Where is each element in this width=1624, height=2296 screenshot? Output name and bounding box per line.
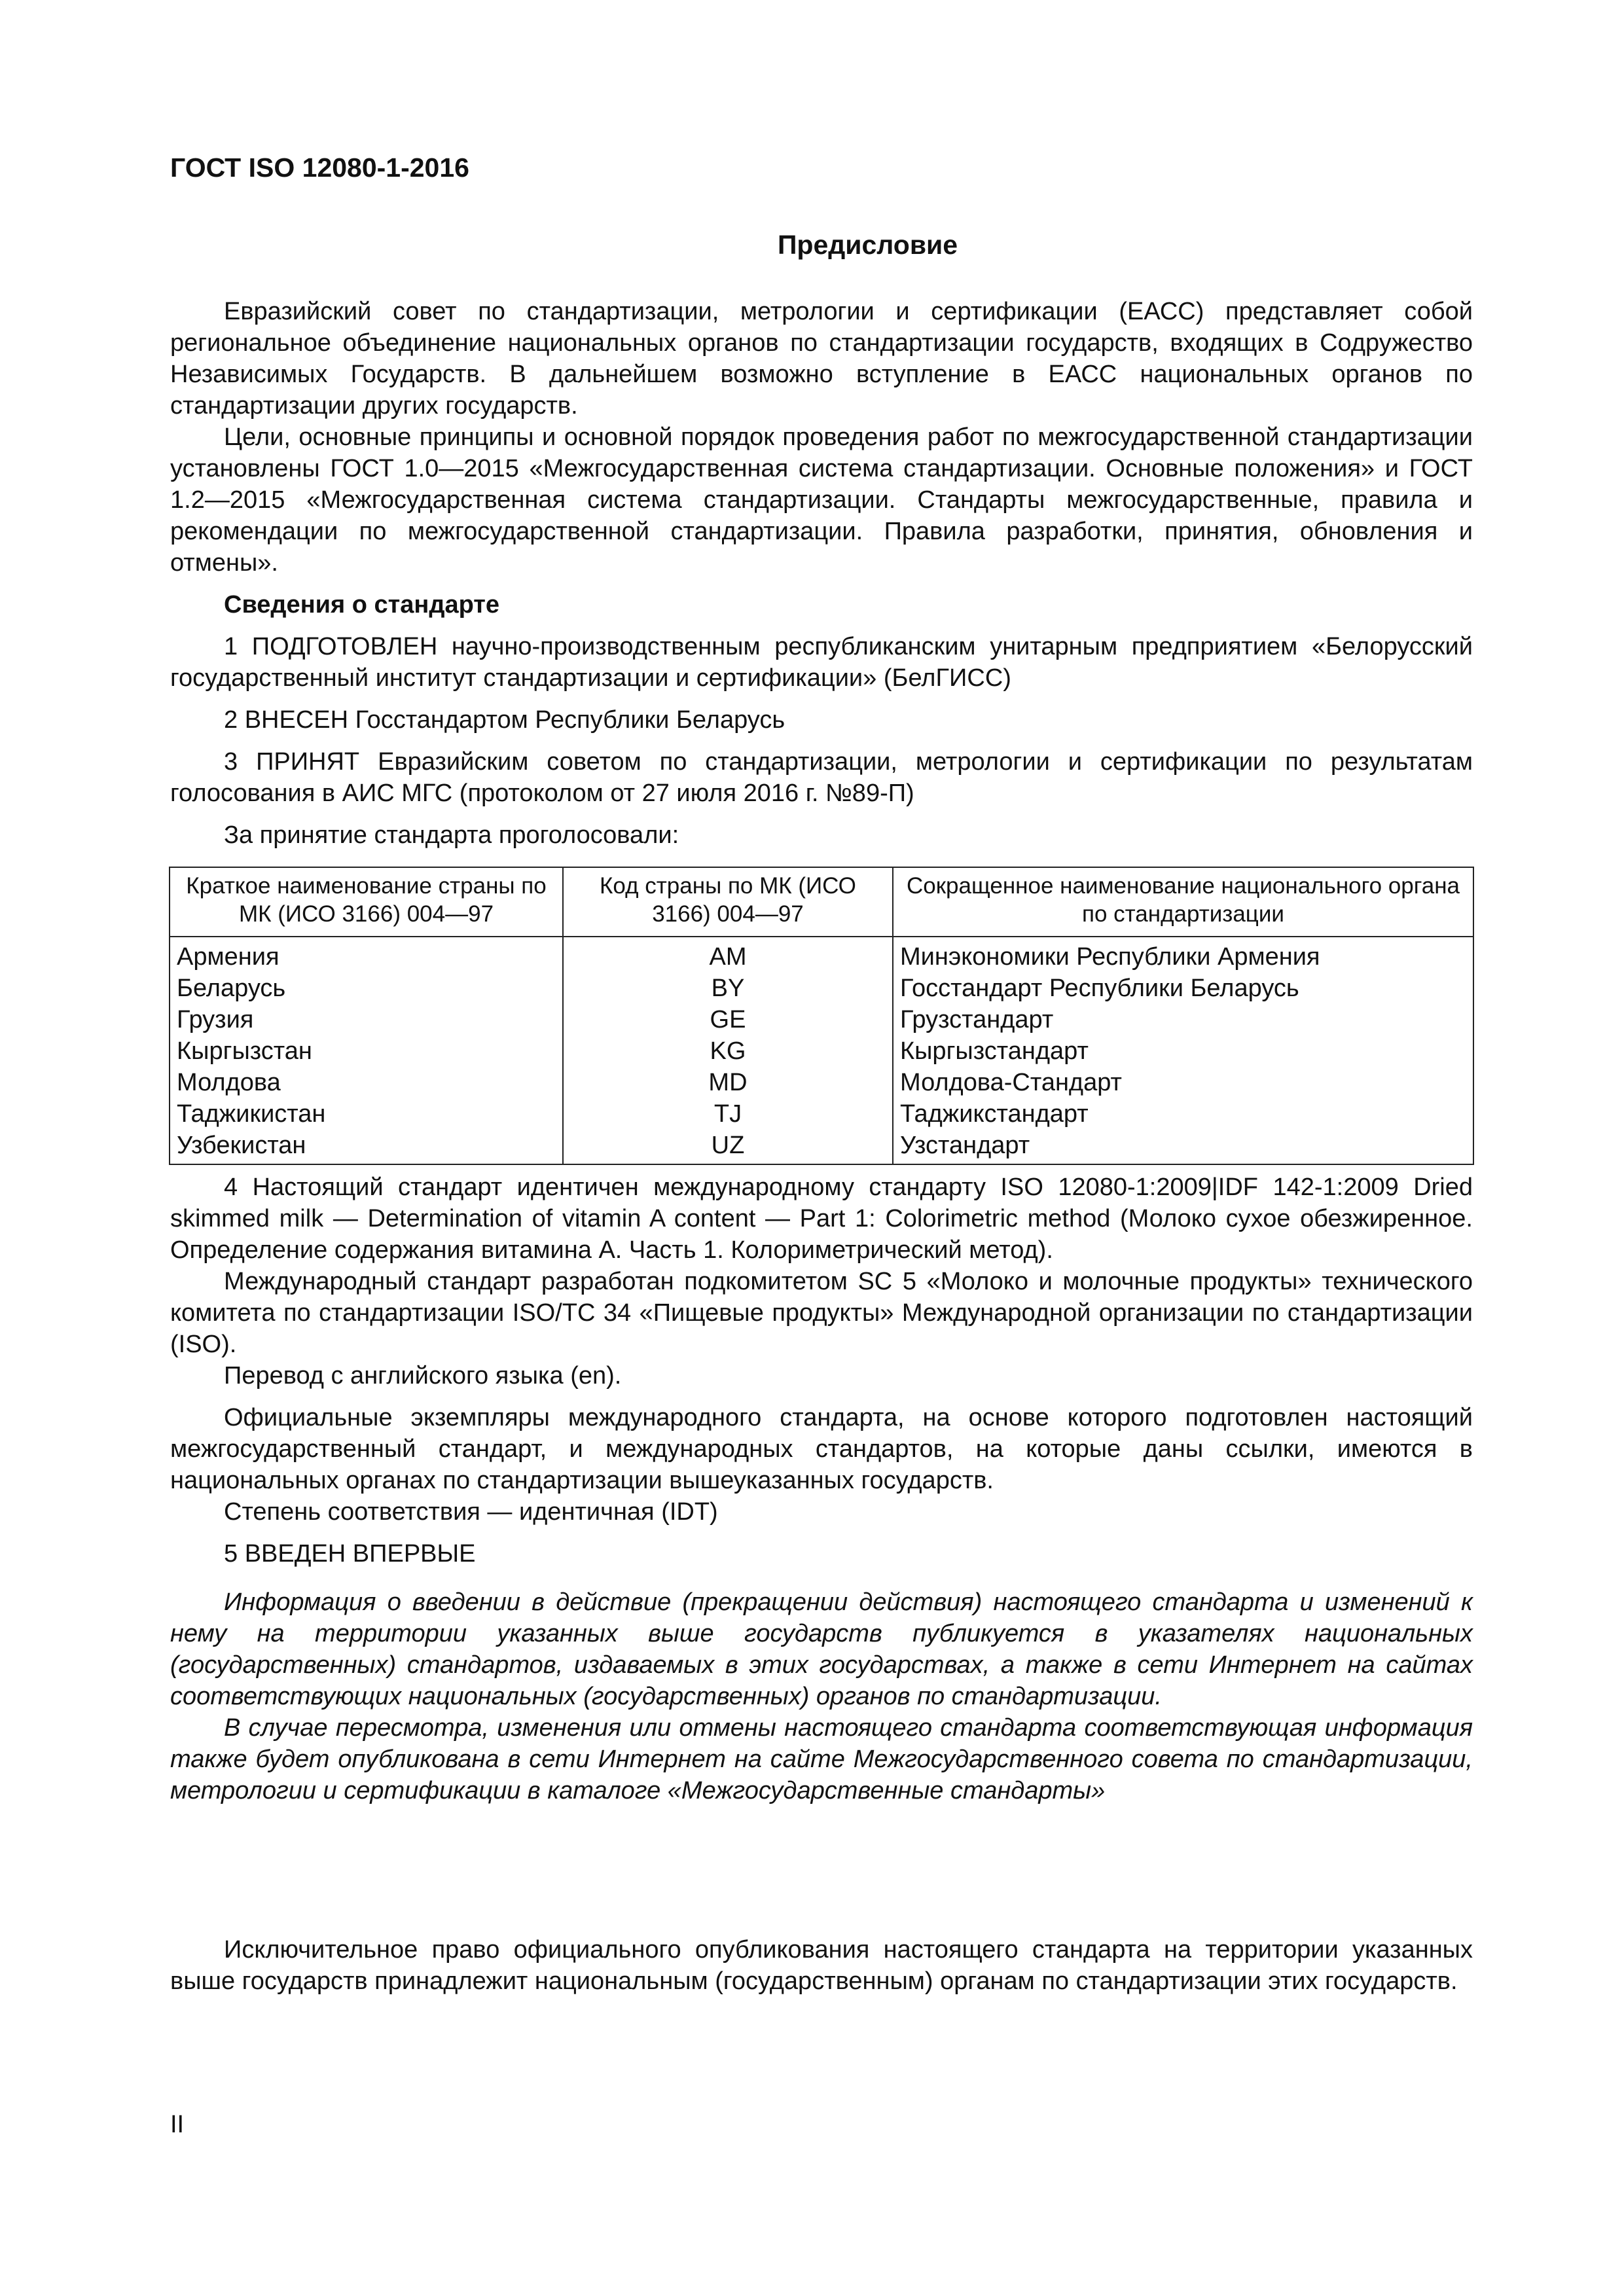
table-row (170, 1067, 1473, 1098)
table-cell-code: TJ (563, 1098, 893, 1130)
info-heading: Сведения о стандарте (224, 591, 500, 619)
table-cell-body: Кыргызстандарт (893, 1035, 1473, 1067)
table-cell-body: Минэкономики Республики Армения (893, 937, 1473, 973)
table-cell-body: Грузстандарт (893, 1004, 1473, 1035)
page-number: II (170, 2111, 185, 2138)
intro-paragraph-1: Евразийский совет по стандартизации, метрологии и сертификации (ЕАСС) представляет собой региональное объединение национальных органов по стандартизации государств, входящих в Содружество Независимых Государств. В дальнейшем возможно вступление в ЕАСС национальных органов по стандартизации других государств. (170, 298, 1473, 420)
item4-paragraph-2: Международный стандарт разработан подкомитетом SC 5 «Молоко и молочные продукты» технического комитета по стандартизации ISO/TC 34 «Пищевые продукты» Международной организации по стандартизации (ISO). (170, 1268, 1473, 1358)
table-cell-code: GE (563, 1004, 893, 1035)
table-row (170, 973, 1473, 1004)
table-cell-code: UZ (563, 1130, 893, 1164)
table-cell-country: Узбекистан (170, 1130, 563, 1164)
standard-details-block (170, 1172, 1473, 1806)
table-cell-country: Молдова (170, 1067, 563, 1098)
table-row (170, 1130, 1473, 1164)
item4-paragraph-4: Официальные экземпляры международного стандарта, на основе которого подготовлен настоящий межгосударственный стандарт, и международных стандартов, на которые даны ссылки, имеются в национальных органах по стандартизации вышеуказанных государств. (170, 1404, 1473, 1494)
table-cell-country: Кыргызстан (170, 1035, 563, 1067)
table-cell-country: Беларусь (170, 973, 563, 1004)
intro-block (170, 296, 1473, 851)
countries-table (169, 867, 1474, 1165)
item5-text: 5 ВВЕДЕН ВПЕРВЫЕ (224, 1540, 476, 1568)
item4-paragraph-1: 4 Настоящий стандарт идентичен международному стандарту ISO 12080-1:2009|IDF 142-1:2009 Dried skimmed milk — Determination of vitamin A content — Part 1: Colorimetric method (Молоко сухое обезжиренное. Определение содержания витамина А. Часть 1. Колориметрический метод). (170, 1174, 1473, 1264)
table-cell-body: Таджикстандарт (893, 1098, 1473, 1130)
section-title: Предисловие (777, 230, 958, 260)
table-cell-code: BY (563, 973, 893, 1004)
notice-paragraph-2: В случае пересмотра, изменения или отмены настоящего стандарта соответствующая информация также будет опубликована в сети Интернет на сайте Межгосударственного совета по стандартизации, метрологии и сертификации в каталоге «Межгосударственные стандарты» (170, 1714, 1473, 1804)
copyright-text: Исключительное право официального опубликования настоящего стандарта на территории указанных выше государств принадлежит национальным (государственным) органам по стандартизации этих государств. (170, 1936, 1473, 1995)
table-cell-body: Узстандарт (893, 1130, 1473, 1164)
table-cell-country: Таджикистан (170, 1098, 563, 1130)
table-row (170, 1004, 1473, 1035)
table-cell-body: Молдова-Стандарт (893, 1067, 1473, 1098)
table-cell-country: Армения (170, 937, 563, 973)
info-item-1: 1 ПОДГОТОВЛЕН научно-производственным республиканским унитарным предприятием «Белорусский государственный институт стандартизации и сертификации» (БелГИСС) (170, 633, 1473, 692)
table-header-country: Краткое наименование страны по МК (ИСО 3166) 004—97 (170, 867, 563, 937)
table-cell-body: Госстандарт Республики Беларусь (893, 973, 1473, 1004)
table-header-code: Код страны по МК (ИСО 3166) 004—97 (563, 867, 893, 937)
table-cell-code: AM (563, 937, 893, 973)
table-row (170, 1035, 1473, 1067)
table-header-body: Сокращенное наименование национального органа по стандартизации (893, 867, 1473, 937)
table-cell-country: Грузия (170, 1004, 563, 1035)
table-header-row (170, 867, 1473, 937)
vote-intro: За принятие стандарта проголосовали: (224, 821, 679, 849)
info-item-2: 2 ВНЕСЕН Госстандартом Республики Беларусь (224, 706, 785, 734)
document-header: ГОСТ ISO 12080-1-2016 (170, 152, 469, 183)
intro-paragraph-2: Цели, основные принципы и основной порядок проведения работ по межгосударственной стандартизации установлены ГОСТ 1.0—2015 «Межгосударственная система стандартизации. Основные положения» и ГОСТ 1.2—2015 «Межгосударственная система стандартизации. Стандарты межгосударственные, правила и рекомендации по межгосударственной стандартизации. Правила разработки, принятия, обновления и отмены». (170, 423, 1473, 577)
item4-paragraph-5: Степень соответствия — идентичная (IDT) (224, 1498, 718, 1526)
info-item-3: 3 ПРИНЯТ Евразийским советом по стандартизации, метрологии и сертификации по результатам голосования в АИС МГС (протоколом от 27 июля 2016 г. №89-П) (170, 748, 1473, 807)
table-row (170, 937, 1473, 973)
table-cell-code: MD (563, 1067, 893, 1098)
copyright-block (170, 1934, 1473, 1997)
item4-paragraph-3: Перевод с английского языка (en). (224, 1362, 622, 1390)
notice-paragraph-1: Информация о введении в действие (прекращении действия) настоящего стандарта и изменений к нему на территории указанных выше государств публикуется в указателях национальных (государственных) стандартов, издаваемых в этих государствах, а также в сети Интернет на сайтах соответствующих национальных (государственных) органов по стандартизации. (170, 1588, 1473, 1710)
table-row (170, 1098, 1473, 1130)
table-cell-code: KG (563, 1035, 893, 1067)
